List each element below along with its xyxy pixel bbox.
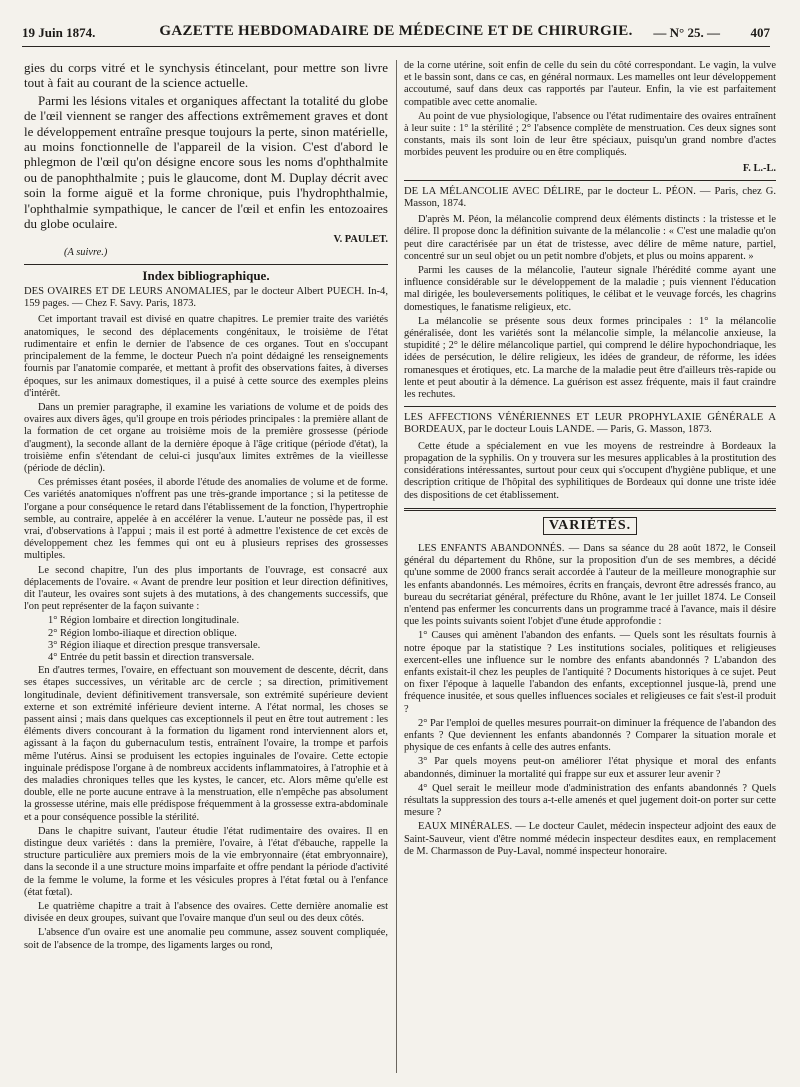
paragraph: Dans le chapitre suivant, l'auteur étudie l'état rudimentaire des ovaires. Il en distingue deux variétés : dans la première, l'ovaire, à l'état d'ébauche, rappelle la structure particulière aux premiers mois de la vie embryonnaire (état embryonnaire), dans la seconde il a une structure moins imparfaite et offre pendant la période d'activité de la femme le volume, la forme et les vésicules propres à l'état fœtal ou à l'enfance (état fœtal). bbox=[24, 825, 388, 898]
paragraph: EAUX MINÉRALES. — Le docteur Caulet, médecin inspecteur adjoint des eaux de Saint-Sauveur, vient d'être nommé médecin inspecteur desdites eaux, en remplacement de M. Charmasson de Puy-Laval, nommé inspecteur honoraire. bbox=[404, 821, 776, 857]
section-title-index: Index bibliographique. bbox=[142, 267, 270, 283]
left-column bbox=[24, 60, 388, 1073]
paragraph: En d'autres termes, l'ovaire, en effectuant son mouvement de descente, décrit, dans ses étapes successives, un véritable arc de cercle ; sa direction, primitivement longitudinale, devient définitivement transversale, son extrémité supérieure devient externe et son extrémité inférieure devient interne. A l'état normal, les choses se passent ainsi ; mais dans quelques cas exceptionnels il peut en être tout autrement : les éléments divers concourant à la formation du ligament rond interviennent alors et, agissant à la façon du gubernaculum testis, entraînent l'ovaire, la trompe et parfois même l'utérus. Ainsi se produisent les ectopies inguinales de l'ovaire. Cette ectopie inguinale prédispose l'organe à de nombreux accidents inflammatoires, à l'atrophie et à des maladies chroniques telles que les kystes, le cancer, etc. Alors même qu'elle est double, elle ne porte aucune entrave à la menstruation, elle n'empêche pas absolument la grossesse utérine, mais elle prédispose fréquemment à la grossesse extra-abdominale et a pour conséquence possible la stérilité. bbox=[24, 665, 388, 823]
section-rule bbox=[404, 508, 776, 511]
paragraph: Dans un premier paragraphe, il examine les variations de volume et de poids des ovaires aux divers âges, qu'il groupe en trois périodes principales : la première allant de la formation de cet organe au troisième mois de la première grossesse (période d'augment), la seconde allant de la dernière époque à l'âge critique (période d'état), la troisième enfin s'étendant de celui-ci jusqu'aux limites extrêmes de la vieillesse (période de déclin). bbox=[24, 401, 388, 474]
to-be-continued: (A suivre.) bbox=[64, 246, 108, 258]
issue-number: — N° 25. — bbox=[653, 25, 720, 40]
paragraph: La mélancolie se présente sous deux formes principales : 1° la mélancolie généralisée, dont les variétés sont la mélancolie simple, la mélancolie anxieuse, la stupidité ; 2° le délire mélancolique partiel, qui comprend le délire hypochondriaque, les idées de persécution, le délire religieux, les idées de grandeur, de réforme, les idées romanesques et érotiques, etc. La marche de la maladie peut être d'ailleurs très-rapide ou lente et peut aboutir à la démence. La guérison est assez fréquente, mais il faut craindre les rechutes. bbox=[404, 315, 776, 401]
paragraph: de la corne utérine, soit enfin de celle du sein du côté correspondant. Le vagin, la vulve et le bassin sont, dans ce cas, en général normaux. Les mamelles ont leur développement accoutumé, sauf dans deux cas rapportés par l'auteur. Enfin, la vie est parfaitement compatible avec cette anomalie. bbox=[404, 60, 776, 108]
page-header bbox=[22, 20, 770, 47]
region-list bbox=[24, 615, 388, 664]
paragraph: Cette étude a spécialement en vue les moyens de restreindre à Bordeaux la propagation de la syphilis. On y trouvera sur les mesures applicables à la prostitution des considérations intéressantes, surtout pour ceux qui s'occupent d'hygiène publique, et une description critique de l'hôpital des syphilitiques de Bordeaux qui donne une triste idée des dispositions de cet établissement. bbox=[404, 440, 776, 501]
paragraph: LES ENFANTS ABANDONNÉS. — Dans sa séance du 28 août 1872, le Conseil général du département du Rhône, sur la proposition d'un de ses membres, a décidé qu'une somme de 2000 francs serait accordée à l'auteur de la meilleure monographie sur les enfants abandonnés. Les mémoires, écrits en français, devront être adressés franco, au bureau du secrétariat général, préfecture du Rhône, avant le 1er juillet 1874. Le Conseil n'entend pas enfermer les concurrents dans un programme tracé à l'avance, mais il désire que les points suivants soient l'objet d'une étude approfondie : bbox=[404, 542, 776, 628]
paragraph: Ces prémisses étant posées, il aborde l'étude des anomalies de volume et de forme. Ces variétés anatomiques n'offrent pas une très-grande importance ; si la petitesse de l'organe a pour conséquence le retard dans l'établissement de la fonction, l'hypertrophie semble, au contraire, appelée à en accélérer la venue. L'auteur ne possède pas, il est vrai, d'observations à l'appui ; mais il est porté à admettre l'existence de cet excès de développement chez les femmes qui ont eu à plusieurs reprises des grossesses multiples. bbox=[24, 477, 388, 562]
signature: V. PAULET. bbox=[333, 234, 388, 246]
journal-title: GAZETTE HEBDOMADAIRE DE MÉDECINE ET DE CHIRURGIE. bbox=[159, 23, 633, 39]
right-column bbox=[404, 60, 776, 1073]
paragraph: Parmi les lésions vitales et organiques affectant la totalité du globe de l'œil viennent se ranger des affections extrêmement graves et dont le développement entraîne presque toujours la perte, sinon matérielle, au moins fonctionnelle de l'appareil de la vision. C'est d'abord le phlegmon de l'œil qu'on désigne encore sous les noms d'ophthalmite ou de panophthalmite ; puis le glaucome, dont M. Duplay décrit avec soin la forme aiguë et la forme chronique, puis l'hydrophthalmie, l'ophthalmie sympathique, le cancer de l'œil et enfin les entozoaires du globe oculaire. bbox=[24, 92, 388, 232]
paragraph: L'absence d'un ovaire est une anomalie peu commune, assez souvent compliquée, soit de l'absence de la trompe, des ligaments larges ou rond, bbox=[24, 927, 388, 951]
question-paragraph: 3° Par quels moyens peut-on améliorer l'état physique et moral des enfants abandonnés, diminuer la mortalité qui frappe sur eux et assurer leur avenir ? bbox=[404, 756, 776, 780]
review-signature: F. L.-L. bbox=[742, 162, 776, 174]
paragraph: gies du corps vitré et le synchysis étincelant, pour mettre son livre tout à fait au courant de la science actuelle. bbox=[24, 60, 388, 91]
page-number: 407 bbox=[750, 25, 770, 40]
paragraph: Le quatrième chapitre a trait à l'absence des ovaires. Cette dernière anomalie est divisée en deux groupes, suivant que l'ovaire manque d'un seul ou des deux côtés. bbox=[24, 901, 388, 925]
paragraph: Le second chapitre, l'un des plus importants de l'ouvrage, est consacré aux déplacements de l'ovaire. « Avant de prendre leur position et leur direction définitives, dit l'auteur, les ovaires sont sujets à des mutations, à des changements successifs, que l'on peut représenter de la façon suivante : bbox=[24, 564, 388, 613]
paragraph: Cet important travail est divisé en quatre chapitres. Le premier traite des variétés anatomiques, le second des déplacements congénitaux, le troisième de l'état rudimentaire et enfin le dernier de l'absence de ces organes. Tout en s'occupant principalement de la femme, le docteur Puech n'a point dédaigné les renseignements fournis par l'anatomie comparée, et mettant à profit des observations faites, à diverses époques, sur les animaux domestiques, il a puisé à cette source des exemples pleins d'intérêt. bbox=[24, 314, 388, 399]
bib-entry-title: DES OVAIRES ET DE LEURS ANOMALIES, par le docteur Albert PUECH. In-4, 159 pages. — Chez F. Savy. Paris, 1873. bbox=[24, 286, 388, 310]
list-item: 2° Région lombo-iliaque et direction oblique. bbox=[48, 627, 237, 639]
paragraph: Au point de vue physiologique, l'absence ou l'état rudimentaire des ovaires entraînent à leur suite : 1° la stérilité ; 2° l'absence complète de menstruation. Ces deux signes sont constants, mais ils sont loin de leur être spéciaux, puisqu'un grand nombre d'actes morbides peuvent les produire ou en être compliqués. bbox=[404, 110, 776, 159]
list-item: 1° Région lombaire et direction longitudinale. bbox=[48, 615, 240, 627]
header-date: 19 Juin 1874. bbox=[22, 25, 96, 40]
bib-entry-title: DE LA MÉLANCOLIE AVEC DÉLIRE, par le docteur L. PÉON. — Paris, chez G. Masson, 1874. bbox=[404, 185, 776, 210]
paragraph: Parmi les causes de la mélancolie, l'auteur signale l'hérédité comme ayant une influence considérable sur le développement de la maladie ; puis viennent l'éducation mal dirigée, les bouleversements politiques, le célibat et le veuvage forcés, les chagrins domestiques, le fanatisme religieux, etc. bbox=[404, 265, 776, 313]
section-rule bbox=[24, 264, 388, 265]
section-rule bbox=[404, 180, 776, 181]
column-divider bbox=[396, 60, 397, 1073]
bib-entry-title: LES AFFECTIONS VÉNÉRIENNES ET LEUR PROPHYLAXIE GÉNÉRALE A BORDEAUX, par le docteur Louis LANDE. — Paris, G. Masson, 1873. bbox=[404, 412, 776, 436]
list-item: 3° Région iliaque et direction presque transversale. bbox=[48, 639, 261, 651]
list-item: 4° Entrée du petit bassin et direction transversale. bbox=[48, 651, 255, 663]
section-rule bbox=[404, 406, 776, 407]
paragraph: D'après M. Péon, la mélancolie comprend deux éléments distincts : la tristesse et le délire. Il propose donc la définition suivante de la mélancolie : « C'est une maladie qu'on peut dire caractérisée par un état de tristesse, avec délire de même nature, partiel, concentré sur un seul objet ou un petit nombre d'objets, et plus ou moins apparent. » bbox=[404, 214, 776, 262]
section-title-varietes: VARIÉTÉS. bbox=[543, 517, 637, 535]
question-paragraph: 4° Quel serait le meilleur mode d'administration des enfants abandonnés ? Quels résultats la suppression des tours a-t-elle amenés et quel jugement doit-on porter sur cette mesure ? bbox=[404, 782, 776, 819]
question-paragraph: 2° Par l'emploi de quelles mesures pourrait-on diminuer la fréquence de l'abandon des enfants ? Que deviennent les enfants abandonnés ? Comparer la situation morale et physique de ces enfants à celle des autres enfants. bbox=[404, 717, 776, 754]
question-paragraph: 1° Causes qui amènent l'abandon des enfants. — Quels sont les résultats fournis à notre époque par la statistique ? Les institutions sociales, politiques et religieuses exercent-elles une influence sur le nombre des enfants abandonnés ? L'abandon des enfants existait-il chez les peuples de l'antiquité ? Documents historiques à ce sujet. Peut on fixer l'époque à laquelle l'abandon des enfants, exceptionnel jusque-là, prend une fréquence inusitée, et sous quelles influences sociales et religieuses ce fait s'est-il produit ? bbox=[404, 630, 776, 715]
